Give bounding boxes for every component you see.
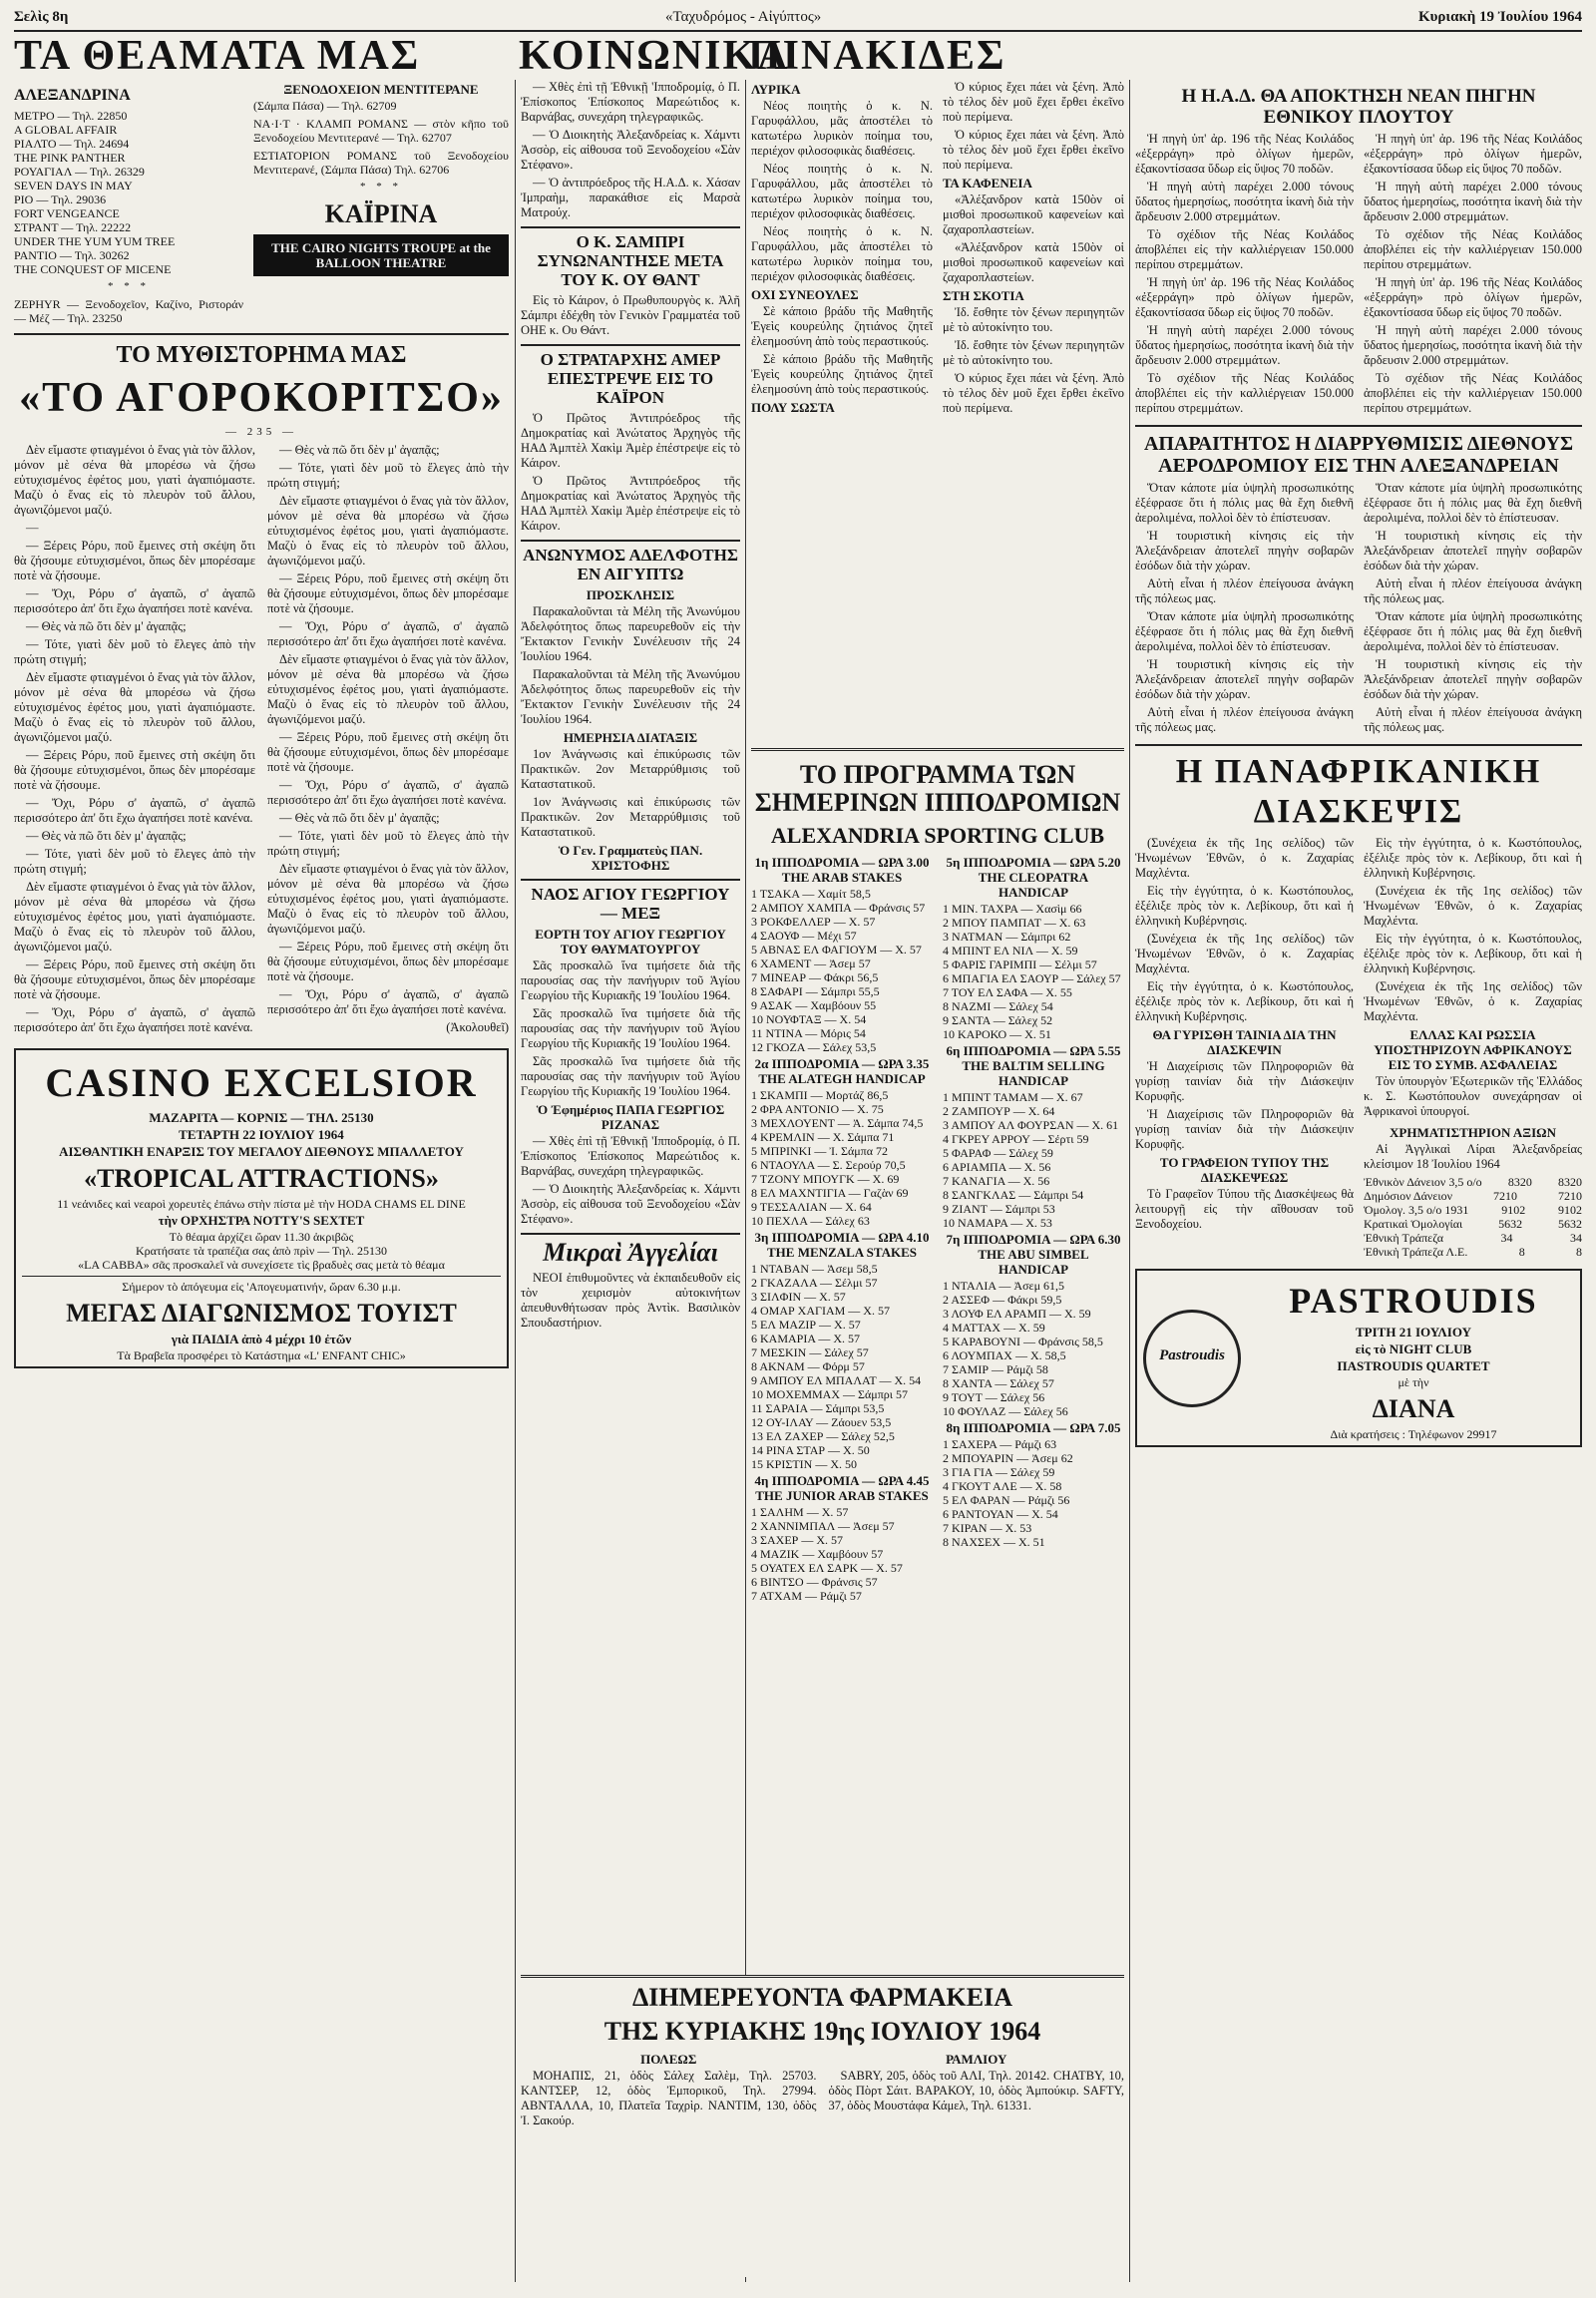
horse-entry: 8 ΕΛ ΜΑΧΝΤΙΓΙΑ — Γαζὰν 69 <box>751 1186 909 1200</box>
page-number: Σελὶς 8η <box>14 8 69 25</box>
horse-entry: 7 ΚΙΡΑΝ — Χ. 53 <box>943 1521 1032 1535</box>
casino-event: ΑΙΣΘΑΝΤΙΚΗ ΕΝΑΡΞΙΣ ΤΟΥ ΜΕΓΑΛΟΥ ΔΙΕΘΝΟΥΣ ΜΠΑΛΛΕΤΟΥ <box>59 1144 464 1159</box>
horse-entry: 3 ΜΕΧΛΟΥΕΝΤ — Ἀ. Σάμπα 74,5 <box>751 1116 924 1130</box>
horse-entry: 1 ΝΤΑΒΑΝ — Ἀσεμ 58,5 <box>751 1262 878 1276</box>
cinema-listings <box>14 80 509 325</box>
horse-entry: 8 ΧΑΝΤΑ — Σάλεχ 57 <box>943 1376 1054 1390</box>
stock-row: Ἐθνικὴ Τράπεζα Λ.Ε. 8 8 <box>1364 1245 1582 1259</box>
horse-entry: 5 ΦΑΡΙΣ ΓΑΡΙΜΠΙ — Σέλμι 57 <box>943 958 1097 971</box>
horse-entry: 3 ΓΙΑ ΓΙΑ — Σάλεχ 59 <box>943 1465 1055 1479</box>
horse-entry: 12 ΟΥ-ΙΛΑΥ — Ζάουεν 53,5 <box>751 1415 892 1429</box>
casino-contest: ΜΕΓΑΣ ΔΙΑΓΩΝΙΣΜΟΣ ΤΟΥΙΣΤ <box>66 1299 457 1328</box>
casino-lacabba: «LA CABBA» σᾶς προσκαλεῖ νὰ συνεχίσετε τὶς βραδυὲς σας μετὰ τὸ θέαμα <box>78 1258 445 1272</box>
horse-entry: 4 ΜΠΙΝΤ ΕΛ ΝΙΛ — Χ. 59 <box>943 944 1078 958</box>
night-club: ΝΑ·Ι·Τ · ΚΛΑΜΠ ΡΟΜΑΝΣ — στὸν κῆπο τοῦ Ξενοδοχείου Μεντιτερανέ — Τηλ. 62707 <box>253 117 509 145</box>
serial-name: «ΤΟ ΑΓΟΡΟΚΟΡΙΤΣΟ» <box>19 375 504 421</box>
horse-entry: 1 ΝΤΑΛΙΑ — Ἀσεμ 61,5 <box>943 1279 1065 1293</box>
horse-entry: 6 ΜΠΑΓΙΑ ΕΛ ΣΑΟΥΡ — Σάλεχ 57 <box>943 971 1121 985</box>
pharmacies-section: ΔΙΗΜΕΡΕΥΟΝΤΑ ΦΑΡΜΑΚΕΙΑ ΤΗΣ ΚΥΡΙΑΚΗΣ 19ης ΙΟΥΛΙΟΥ 1964 ΠΟΛΕΩΣ ΜΟΗΑΠΙΣ, 21, ὁδὸς Σάλεχ Σαλὲμ, Τηλ. 25703. ΚΑΝΤΣΕΡ, 12, ὁδὸς Ἐμπορικοῦ, Τηλ. 27994. ΑΒΝΤΑΛΛΑ, 10, Πλατεῖα Ταχρὶρ. ΝΑΝΤΙΜ, 130, ὁδὸς Ἰ. Σακούρ. ΡΑΜΛΙΟΥ SABRY, 205, ὁδὸς τοῦ ΑΛΙ, Τηλ. 20142. CHATBY, 10, ὁδὸς Πὸρτ Σάιτ. ΒΑΡΑΚΟΥ, 10, ὁδὸς Ἀμπούκιρ. SAFTY, 37, ὁδὸς Μουστάφα Κάμελ, Τηλ. 61331. <box>521 1975 1124 2277</box>
horse-entry: 8 ΝΑΧΣΕΧ — Χ. 51 <box>943 1535 1045 1549</box>
airport-headline: ΑΠΑΡΑΙΤΗΤΟΣ Η ΔΙΑΡΡΥΘΜΙΣΙΣ ΔΙΕΘΝΟΥΣ ΑΕΡΟΔΡΟΜΙΟΥ ΕΙΣ ΤΗΝ ΑΛΕΞΑΝΔΡΕΙΑΝ <box>1143 433 1574 477</box>
cinema-item: SEVEN DAYS IN MAY <box>14 179 133 192</box>
horse-entry: 10 ΠΕΧΛΑ — Σάλεχ 63 <box>751 1214 870 1228</box>
horse-entry: 6 ΒΙΝΤΣΟ — Φράνσις 57 <box>751 1575 878 1589</box>
cinema-item: A GLOBAL AFFAIR <box>14 123 118 137</box>
horse-entry: 4 ΜΑΤΤΑΧ — Χ. 59 <box>943 1321 1045 1335</box>
horse-entry: 9 ΑΜΠΟΥ ΕΛ ΜΠΑΛΑΤ — Χ. 54 <box>751 1373 922 1387</box>
horse-entry: 4 ΓΚΡΕΥ ΑΡΡΟΥ — Σέρτι 59 <box>943 1132 1089 1146</box>
horse-entry: 6 ΚΑΜΑΡΙΑ — Χ. 57 <box>751 1332 861 1345</box>
cinema-item: ΣΤΡΑΝΤ — Τηλ. 22222 <box>14 220 132 234</box>
koinonika-title: ΚΟΙΝΩΝΙΚΑ <box>519 33 790 79</box>
conference-headline: Η ΠΑΝΑΦΡΙΚΑΝΙΚΗ ΔΙΑΣΚΕΨΙΣ <box>1175 753 1542 830</box>
issue-date: Κυριακὴ 19 Ἰουλίου 1964 <box>1417 8 1582 25</box>
cinema-item: UNDER THE YUM YUM TREE <box>14 234 176 248</box>
horse-entry: 10 ΜΟΧΕΜΜΑΧ — Σάμπρι 57 <box>751 1387 908 1401</box>
casino-time: Τὸ θέαμα ἀρχίζει ὥραν 11.30 ἀκριβῶς <box>169 1230 354 1244</box>
horse-entry: 5 ΦΑΡΑΦ — Σάλεχ 59 <box>943 1146 1053 1160</box>
horse-entry: 1 ΣΑΛΗΜ — Χ. 57 <box>751 1505 849 1519</box>
horse-entry: 2 ΦΡΑ ΑΝΤΟΝΙΟ — Χ. 75 <box>751 1102 884 1116</box>
horse-entry: 9 ΑΣΑΚ — Χαμβόουν 55 <box>751 998 877 1012</box>
stocks-title: ΧΡΗΜΑΤΙΣΤΗΡΙΟΝ ΑΞΙΩΝ <box>1390 1125 1556 1140</box>
casino-kids: γιὰ ΠΑΙΔΙΑ ἀπὸ 4 μέχρι 10 ἐτῶν <box>171 1332 352 1346</box>
column-news: Η Η.Α.Δ. ΘΑ ΑΠΟΚΤΗΣΗ ΝΕΑΝ ΠΗΓΗΝ ΕΘΝΙΚΟΥ ΠΛΟΥΤΟΥ Ἡ πηγὴ ὑπ' ἀρ. 196 τῆς Νέας Κοιλάδος «ἐξερράγη» πρὸ ὀλίγων ἡμερῶν, ἐξακοντίσασα ὕδωρ εἰς ὕψος 70 ποδῶν. Ἡ πηγὴ αὐτὴ παρέχει 2.000 τόνους ὕδατος ἡμερησίως, ποσότητα ἱκανὴ διὰ τὴν ἄρδευσιν 2.000 στρεμμάτων. Τὸ σχέδιον τῆς Νέας Κοιλάδος ἀποβλέπει εἰς τὴν καλλιέργειαν 150.000 περίπου στρεμμάτων. Ἡ πηγὴ ὑπ' ἀρ. 196 τῆς Νέας Κοιλάδος «ἐξερράγη» πρὸ ὀλίγων ἡμερῶν, ἐξακοντίσασα ὕδωρ εἰς ὕψος 70 ποδῶν. Ἡ πηγὴ αὐτὴ παρέχει 2.000 τόνους ὕδατος ἡμερησίως, ποσότητα ἱκανὴ διὰ τὴν ἄρδευσιν 2.000 στρεμμάτων. Τὸ σχέδιον τῆς Νέας Κοιλάδος ἀποβλέπει εἰς τὴν καλλιέργειαν 150.000 περίπου στρεμμάτων. Ἡ πηγὴ ὑπ' ἀρ. 196 τῆς Νέας Κοιλάδος «ἐξερράγη» πρὸ ὀλίγων ἡμερῶν, ἐξακοντίσασα ὕδωρ εἰς ὕψος 70 ποδῶν. Ἡ πηγὴ αὐτὴ παρέχει 2.000 τόνους ὕδατος ἡμερησίως, ποσότητα ἱκανὴ διὰ τὴν ἄρδευσιν 2.000 στρεμμάτων. Τὸ σχέδιον τῆς Νέας Κοιλάδος ἀποβλέπει εἰς τὴν καλλιέργειαν 150.000 περίπου στρεμμάτων. Ἡ πηγὴ ὑπ' ἀρ. 196 τῆς Νέας Κοιλάδος «ἐξερράγη» πρὸ ὀλίγων ἡμερῶν, ἐξακοντίσασα ὕδωρ εἰς ὕψος 70 ποδῶν. Ἡ πηγὴ αὐτὴ παρέχει 2.000 τόνους ὕδατος ἡμερησίως, ποσότητα ἱκανὴ διὰ τὴν ἄρδευσιν 2.000 στρεμμάτων. Τὸ σχέδιον τῆς Νέας Κοιλάδος ἀποβλέπει εἰς τὴν καλλιέργειαν 150.000 περίπου στρεμμάτων. ΑΠΑΡΑΙΤΗΤΟΣ Η ΔΙΑΡΡΥΘΜΙΣΙΣ ΔΙΕΘΝΟΥΣ ΑΕΡΟΔΡΟΜΙΟΥ ΕΙΣ ΤΗΝ ΑΛΕΞΑΝΔΡΕΙΑΝ Ὅταν κάποτε μία ὑψηλὴ προσωπικότης ἐξέφρασε ὅτι ἡ πόλις μας θὰ ἔχη διεθνῆ ἀερολιμένα, πολλοὶ δὲν τὸ ἐπίστευσαν. Ἡ τουριστικὴ κίνησις εἰς τὴν Ἀλεξάνδρειαν ἀποτελεῖ πηγὴν σοβαρῶν ἐσόδων διὰ τὴν χώραν. Αὐτὴ εἶναι ἡ πλέον ἐπείγουσα ἀνάγκη τῆς πόλεως μας. Ὅταν κάποτε μία ὑψηλὴ προσωπικότης ἐξέφρασε ὅτι ἡ πόλις μας θὰ ἔχη διεθνῆ ἀερολιμένα, πολλοὶ δὲν τὸ ἐπίστευσαν. Ἡ τουριστικὴ κίνησις εἰς τὴν Ἀλεξάνδρειαν ἀποτελεῖ πηγὴν σοβαρῶν ἐσόδων διὰ τὴν χώραν. Αὐτὴ εἶναι ἡ πλέον ἐπείγουσα ἀνάγκη τῆς πόλεως μας. Ὅταν κάποτε μία ὑψηλὴ προσωπικότης ἐξέφρασε ὅτι ἡ πόλις μας θὰ ἔχη διεθνῆ ἀερολιμένα, πολλοὶ δὲν τὸ ἐπίστευσαν. Ἡ τουριστικὴ κίνησις εἰς τὴν Ἀλεξάνδρειαν ἀποτελεῖ πηγὴν σοβαρῶν ἐσόδων διὰ τὴν χώραν. Αὐτὴ εἶναι ἡ πλέον ἐπείγουσα ἀνάγκη τῆς πόλεως μας. Ὅταν κάποτε μία ὑψηλὴ προσωπικότης ἐξέφρασε ὅτι ἡ πόλις μας θὰ ἔχη διεθνῆ ἀερολιμένα, πολλοὶ δὲν τὸ ἐπίστευσαν. Ἡ τουριστικὴ κίνησις εἰς τὴν Ἀλεξάνδρειαν ἀποτελεῖ πηγὴν σοβαρῶν ἐσόδων διὰ τὴν χώραν. Αὐτὴ εἶναι ἡ πλέον ἐπείγουσα ἀνάγκη τῆς πόλεως μας. Η ΠΑΝΑΦΡΙΚΑΝΙΚΗ ΔΙΑΣΚΕΨΙΣ (Συνέχεια ἐκ τῆς 1ης σελίδος) τῶν Ἡνωμένων Ἐθνῶν, ὁ κ. Ζαχαρίας Μαχλέντα. Εἰς τὴν ἐγγύτητα, ὁ κ. Κωστόπουλος, ἐξέλιξε πρὸς τὸν κ. Λεβίκουρ, ὅτι καὶ ἡ ἑλληνικὴ Κυβέρνησις. (Συνέχεια ἐκ τῆς 1ης σελίδος) τῶν Ἡνωμένων Ἐθνῶν, ὁ κ. Ζαχαρίας Μαχλέντα. Εἰς τὴν ἐγγύτητα, ὁ κ. Κωστόπουλος, ἐξέλιξε πρὸς τὸν κ. Λεβίκουρ, ὅτι καὶ ἡ ἑλληνικὴ Κυβέρνησις. ΘΑ ΓΥΡΙΣΘΗ ΤΑΙΝΙΑ ΔΙΑ ΤΗΝ ΔΙΑΣΚΕΨΙΝ Ἡ Διαχείρισις τῶν Πληροφοριῶν θὰ γυρίσῃ ταινίαν διὰ τὴν Διάσκεψιν Κορυφῆς. Ἡ Διαχείρισις τῶν Πληροφοριῶν θὰ γυρίσῃ ταινίαν διὰ τὴν Διάσκεψιν Κορυφῆς. ΤΟ ΓΡΑΦΕΙΟΝ ΤΥΠΟΥ ΤΗΣ ΔΙΑΣΚΕΨΕΩΣ Τὸ Γραφεῖον Τύπου τῆς Διασκέψεως θὰ λειτουργῇ εἰς τὴν αἴθουσαν τοῦ Ξενοδοχείου. Εἰς τὴν ἐγγύτητα, ὁ κ. Κωστόπουλος, ἐξέλιξε πρὸς τὸν κ. Λεβίκουρ, ὅτι καὶ ἡ ἑλληνικὴ Κυβέρνησις. (Συνέχεια ἐκ τῆς 1ης σελίδος) τῶν Ἡνωμένων Ἐθνῶν, ὁ κ. Ζαχαρίας Μαχλέντα. Εἰς τὴν ἐγγύτητα, ὁ κ. Κωστόπουλος, ἐξέλιξε πρὸς τὸν κ. Λεβίκουρ, ὅτι καὶ ἡ ἑλληνικὴ Κυβέρνησις. (Συνέχεια ἐκ τῆς 1ης σελίδος) τῶν Ἡνωμένων Ἐθνῶν, ὁ κ. Ζαχαρίας Μαχλέντα. ΕΛΛΑΣ ΚΑΙ ΡΩΣΣΙΑ ΥΠΟΣΤΗΡΙΖΟΥΝ ΑΦΡΙΚΑΝΟΥΣ ΕΙΣ ΤΟ ΣΥΜΒ. ΑΣΦΑΛΕΙΑΣ Τὸν ὑπουργὸν Ἐξωτερικῶν τῆς Ἑλλάδος κ. Σ. Κωστόπουλον συνεχάρησαν οἱ Ἀφρικανοὶ ὑπουργοί. ΧΡΗΜΑΤΙΣΤΗΡΙΟΝ ΑΞΙΩΝ Αἱ Ἀγγλικαὶ Λίραι Ἀλεξανδρείας κλείσιμον 18 Ἰουλίου 1964 Ἐθνικὸν Δάνειον 3,5 ο/ο 8320 8320 Δημόσιον Δάνειον 7210 7210 Ὁμολογ. 3,5 ο/ο 1931 9102 9102 Κρατικαὶ Ὁμολογίαι 5632 5632 Ἐθνικὴ Τράπεζα 34 34 Ἐθνικὴ Τράπεζα Λ.Ε. 8 8 Pastroudis PASTROUDIS ΤΡΙΤΗ 21 ΙΟΥΛΙΟΥ εἰς τὸ NIGHT CLUB ΠΑSTROUDIS QUARTET μὲ τὴν ΔΙΑΝΑ Διὰ κρατήσεις : Τηλέφωνον 29917 <box>1135 80 1582 2274</box>
horse-entry: 10 ΦΟΥΛΑΖ — Σάλεχ 56 <box>943 1404 1068 1418</box>
column-rule <box>515 80 516 2282</box>
club-name: ALEXANDRIA SPORTING CLUB <box>770 823 1105 848</box>
cinema-item: ΡΙΑΛΤΟ — Τηλ. 24694 <box>14 137 130 151</box>
horse-entry: 7 ΑΤΧΑΜ — Ράμζι 57 <box>751 1589 862 1603</box>
horse-entry: 7 ΜΕΣΚΙΝ — Σάλεχ 57 <box>751 1345 869 1359</box>
horse-entry: 5 ΑΒΝΑΣ ΕΛ ΦΑΓΙΟΥΜ — Χ. 57 <box>751 943 922 957</box>
horse-entry: 2 ΧΑΝΝΙΜΠΑΛ — Ἀσεμ 57 <box>751 1519 895 1533</box>
pastroudis-name: PASTROUDIS <box>1289 1281 1538 1321</box>
horse-entry: 8 ΝΑΖΜΙ — Σάλεχ 54 <box>943 999 1053 1013</box>
horse-entry: 6 ΛΟΥΜΠΑΧ — Χ. 58,5 <box>943 1348 1066 1362</box>
hotel-listings: ΞΕΝΟΔΟΧΕΙΟΝ ΜΕΝΤΙΤΕΡΑΝΕ (Σάμπα Πάσα) — Τηλ. 62709 ΝΑ·Ι·Τ · ΚΛΑΜΠ ΡΟΜΑΝΣ — στὸν κῆπο τοῦ Ξενοδοχείου Μεντιτερανέ — Τηλ. 62707 ΕΣΤΙΑΤΟΡΙΟΝ ΡΟΜΑΝΣ τοῦ Ξενοδοχείου Μεντιτερανέ, (Σάμπα Πάσα) Τηλ. 62706 * * * ΚΑΪΡΙΝΑ THE CAIRO NIGHTS TROUPE at the BALLOON THEATRE <box>253 80 509 325</box>
horse-entry: 7 ΜΙΝΕΑΡ — Φάκρι 56,5 <box>751 970 879 984</box>
racing-title: ΤΟ ΠΡΟΓΡΑΜΜΑ ΤΩΝ ΣΗΜΕΡΙΝΩΝ ΙΠΠΟΔΡΟΜΙΩΝ <box>754 760 1121 817</box>
column-pinakides <box>751 80 1124 2274</box>
horse-entry: 4 ΟΜΑΡ ΧΑΓΙΑΜ — Χ. 57 <box>751 1304 890 1318</box>
horse-entry: 4 ΓΚΟΥΤ ΑΛΕ — Χ. 58 <box>943 1479 1062 1493</box>
casino-today: Σήμερον τὸ ἀπόγευμα εἰς 'Απογευματινήν, ὥραν 6.30 μ.μ. <box>22 1276 501 1294</box>
cinema-item: THE CONQUEST OF MICENE <box>14 262 172 276</box>
horse-entry: 9 ΤΕΣΣΑΛΙΑΝ — Χ. 64 <box>751 1200 872 1214</box>
horse-entry: 13 ΕΛ ΖΑΧΕΡ — Σάλεχ 52,5 <box>751 1429 895 1443</box>
column-entertainment <box>14 80 509 2274</box>
horse-entry: 5 ΚΑΡΑΒΟΥΝΙ — Φράνσις 58,5 <box>943 1335 1103 1348</box>
page-header <box>14 4 1582 32</box>
horse-entry: 3 ΛΟΥΦ ΕΛ ΑΡΑΜΠ — Χ. 59 <box>943 1307 1091 1321</box>
new-valley-headline: Η Η.Α.Δ. ΘΑ ΑΠΟΚΤΗΣΗ ΝΕΑΝ ΠΗΓΗΝ ΕΘΝΙΚΟΥ ΠΛΟΥΤΟΥ <box>1181 86 1536 128</box>
horse-entry: 2 ΜΠΟΥΑΡΙΝ — Ἀσεμ 62 <box>943 1451 1073 1465</box>
horse-entry: 2 ΑΣΣΕΦ — Φάκρι 59,5 <box>943 1293 1062 1307</box>
horse-entry: 10 ΝΟΥΦΤΑΞ — Χ. 54 <box>751 1012 867 1026</box>
racing-section <box>751 748 1124 1603</box>
horse-entry: 11 ΣΑΡΑΙΑ — Σάμπρι 53,5 <box>751 1401 885 1415</box>
casino-reserve: Κρατήσατε τὰ τραπέζια σας ἀπὸ πρὶν — Τηλ. 25130 <box>135 1244 388 1258</box>
serial-signature: (Ἀκολουθεῖ) <box>446 1020 509 1034</box>
cinema-item: ΡΟΥΑΓΙΑΛ — Τηλ. 26329 <box>14 165 145 179</box>
horse-entry: 7 ΚΑΝΑΓΙΑ — Χ. 56 <box>943 1174 1050 1188</box>
horse-entry: 14 ΡΙΝΑ ΣΤΑΡ — Χ. 50 <box>751 1443 870 1457</box>
horse-entry: 1 ΜΙΝ. ΤΑΧΡΑ — Χασὶμ 66 <box>943 902 1082 916</box>
horse-entry: 2 ΓΚΑΖΑΛΑ — Σέλμι 57 <box>751 1276 878 1290</box>
amer-headline: Ο ΣΤΡΑΤΑΡΧΗΣ ΑΜΕΡ ΕΠΕΣΤΡΕΨΕ ΕΙΣ ΤΟ ΚΑΪΡΟΝ <box>521 344 740 407</box>
pinakides-title: ΠΙΝΑΚΙΔΕΣ <box>748 33 1006 79</box>
horse-entry: 11 ΝΤΙΝΑ — Μόρις 54 <box>751 1026 866 1040</box>
horse-entry: 3 ΝΑΤΜΑΝ — Σάμπρι 62 <box>943 930 1071 944</box>
column-social: — Χθὲς ἐπὶ τῇ Ἐθνικῇ 'Ιπποδρομίᾳ, ὁ Π. Ἐπίσκοπος Ἐπίσκοπος Μαρεώτιδος κ. Βαρνάβας, συνεχάρη τηλεγραφικῶς. — Ὁ Διοικητὴς Ἀλεξανδρείας κ. Χάμντι Ἀσσὸρ, εἰς αἰθουσα τοῦ Ξενοδοχείου «Σὰν Στέφανο». — Ὁ ἀντιπρόεδρος τῆς Η.Α.Δ. κ. Χάσαν Ἰμπραὴμ, παρακάθισε εἰς Μαρσὰ Ματρούχ. Ο Κ. ΣΑΜΠΡΙ ΣΥΝΩΝΑΝΤΗΣΕ ΜΕΤΑ ΤΟΥ Κ. ΟΥ ΘΑΝΤ Εἰς τὸ Κάιρον, ὁ Πρωθυπουργὸς κ. Ἀλῆ Σάμπρι ἐδέχθη τὸν Γενικὸν Γραμματέα τοῦ ΟΗΕ κ. Ου Θάντ. Ο ΣΤΡΑΤΑΡΧΗΣ ΑΜΕΡ ΕΠΕΣΤΡΕΨΕ ΕΙΣ ΤΟ ΚΑΪΡΟΝ Ὁ Πρῶτος Ἀντιπρόεδρος τῆς Δημοκρατίας καὶ Ἀνώτατος Ἀρχηγὸς τῆς ΗΑΔ Ἀμπτὲλ Χακὶμ Ἀμὲρ ἐπέστρεψε εἰς τὸ Κάιρον. Ὁ Πρῶτος Ἀντιπρόεδρος τῆς Δημοκρατίας καὶ Ἀνώτατος Ἀρχηγὸς τῆς ΗΑΔ Ἀμπτὲλ Χακὶμ Ἀμὲρ ἐπέστρεψε εἰς τὸ Κάιρον. ΑΝΩΝΥΜΟΣ ΑΔΕΛΦΟΤΗΣ ΕΝ ΑΙΓΥΠΤΩ ΠΡΟΣΚΛΗΣΙΣ Παρακαλοῦνται τὰ Μέλη τῆς Ἀνωνύμου Ἀδελφότητος ὅπως παρευρεθοῦν εἰς τὴν Ἔκτακτον Γενικὴν Συνέλευσιν τῆς 24 Ἰουλίου 1964. Παρακαλοῦνται τὰ Μέλη τῆς Ἀνωνύμου Ἀδελφότητος ὅπως παρευρεθοῦν εἰς τὴν Ἔκτακτον Γενικὴν Συνέλευσιν τῆς 24 Ἰουλίου 1964. ΗΜΕΡΗΣΙΑ ΔΙΑΤΑΞΙΣ 1ον Ἀνάγνωσις καὶ ἐπικύρωσις τῶν Πρακτικῶν. 2ον Μεταρρύθμισις τοῦ Καταστατικοῦ. 1ον Ἀνάγνωσις καὶ ἐπικύρωσις τῶν Πρακτικῶν. 2ον Μεταρρύθμισις τοῦ Καταστατικοῦ. Ὁ Γεν. Γραμματεὺς ΠΑΝ. ΧΡΙΣΤΟΦΗΣ ΝΑΟΣ ΑΓΙΟΥ ΓΕΩΡΓΙΟΥ — ΜΕΞ ΕΟΡΤΗ ΤΟΥ ΑΓΙΟΥ ΓΕΩΡΓΙΟΥ ΤΟΥ ΘΑΥΜΑΤΟΥΡΓΟΥ Σᾶς προσκαλῶ ἵνα τιμήσετε διὰ τῆς παρουσίας σας τὴν πανήγυριν τοῦ Ἁγίου Γεωργίου τῆς Κυριακῆς 19 Ἰουλίου 1964. Σᾶς προσκαλῶ ἵνα τιμήσετε διὰ τῆς παρουσίας σας τὴν πανήγυριν τοῦ Ἁγίου Γεωργίου τῆς Κυριακῆς 19 Ἰουλίου 1964. Σᾶς προσκαλῶ ἵνα τιμήσετε διὰ τῆς παρουσίας σας τὴν πανήγυριν τοῦ Ἁγίου Γεωργίου τῆς Κυριακῆς 19 Ἰουλίου 1964. Ὁ Ἐφημέριος ΠΑΠΑ ΓΕΩΡΓΙΟΣ ΡΙΖΑΝΑΣ — Χθὲς ἐπὶ τῇ Ἐθνικῇ 'Ιπποδρομίᾳ, ὁ Π. Ἐπίσκοπος Ἐπίσκοπος Μαρεώτιδος κ. Βαρνάβας, συνεχάρη τηλεγραφικῶς. — Ὁ Διοικητὴς Ἀλεξανδρείας κ. Χάμντι Ἀσσὸρ, εἰς αἰθουσα τοῦ Ξενοδοχείου «Σὰν Στέφανο». Μικραὶ Ἀγγελίαι ΝΕΟΙ ἐπιθυμοῦντες νὰ ἐκπαιδευθοῦν εἰς τὸν χειρισμὸν αὐτοκινήτων ἀπευθυνθήτωσαν πρὸς Ἀντὶκ. Βασιλικὸν Σπουδαστήριον. <box>521 80 740 1330</box>
horse-entry: 6 ΧΑΜΕΝΤ — Ἀσεμ 57 <box>751 957 871 970</box>
stocks-table <box>1364 1175 1582 1259</box>
horse-entry: 10 ΝΑΜΑΡΑ — Χ. 53 <box>943 1216 1052 1230</box>
horse-entry: 4 ΣΑΟΥΦ — Μέχι 57 <box>751 929 857 943</box>
serial-section <box>14 333 509 1038</box>
casino-orchestra: τὴν ΟΡΧΗΣΤΡΑ NOTTY'S SEXTET <box>158 1213 365 1228</box>
sabri-headline: Ο Κ. ΣΑΜΠΡΙ ΣΥΝΩΝΑΝΤΗΣΕ ΜΕΤΑ ΤΟΥ Κ. ΟΥ ΘΑΝΤ <box>521 226 740 289</box>
horse-entry: 7 ΤΟΥ ΕΛ ΣΑΦΑ — Χ. 55 <box>943 985 1072 999</box>
horse-entry: 4 ΜΑΖΙΚ — Χαμβόουν 57 <box>751 1547 884 1561</box>
casino-award: Τὰ Βραβεῖα προσφέρει τὸ Κατάστημα «L' ENFANT CHIC» <box>117 1348 406 1362</box>
horse-entry: 3 ΡΟΚΦΕΛΛΕΡ — Χ. 57 <box>751 915 876 929</box>
airport-section: ΑΠΑΡΑΙΤΗΤΟΣ Η ΔΙΑΡΡΥΘΜΙΣΙΣ ΔΙΕΘΝΟΥΣ ΑΕΡΟΔΡΟΜΙΟΥ ΕΙΣ ΤΗΝ ΑΛΕΞΑΝΔΡΕΙΑΝ Ὅταν κάποτε μία ὑψηλὴ προσωπικότης ἐξέφρασε ὅτι ἡ πόλις μας θὰ ἔχη διεθνῆ ἀερολιμένα, πολλοὶ δὲν τὸ ἐπίστευσαν. Ἡ τουριστικὴ κίνησις εἰς τὴν Ἀλεξάνδρειαν ἀποτελεῖ πηγὴν σοβαρῶν ἐσόδων διὰ τὴν χώραν. Αὐτὴ εἶναι ἡ πλέον ἐπείγουσα ἀνάγκη τῆς πόλεως μας. Ὅταν κάποτε μία ὑψηλὴ προσωπικότης ἐξέφρασε ὅτι ἡ πόλις μας θὰ ἔχη διεθνῆ ἀερολιμένα, πολλοὶ δὲν τὸ ἐπίστευσαν. Ἡ τουριστικὴ κίνησις εἰς τὴν Ἀλεξάνδρειαν ἀποτελεῖ πηγὴν σοβαρῶν ἐσόδων διὰ τὴν χώραν. Αὐτὴ εἶναι ἡ πλέον ἐπείγουσα ἀνάγκη τῆς πόλεως μας. Ὅταν κάποτε μία ὑψηλὴ προσωπικότης ἐξέφρασε ὅτι ἡ πόλις μας θὰ ἔχη διεθνῆ ἀερολιμένα, πολλοὶ δὲν τὸ ἐπίστευσαν. Ἡ τουριστικὴ κίνησις εἰς τὴν Ἀλεξάνδρειαν ἀποτελεῖ πηγὴν σοβαρῶν ἐσόδων διὰ τὴν χώραν. Αὐτὴ εἶναι ἡ πλέον ἐπείγουσα ἀνάγκη τῆς πόλεως μας. Ὅταν κάποτε μία ὑψηλὴ προσωπικότης ἐξέφρασε ὅτι ἡ πόλις μας θὰ ἔχη διεθνῆ ἀερολιμένα, πολλοὶ δὲν τὸ ἐπίστευσαν. Ἡ τουριστικὴ κίνησις εἰς τὴν Ἀλεξάνδρειαν ἀποτελεῖ πηγὴν σοβαρῶν ἐσόδων διὰ τὴν χώραν. Αὐτὴ εἶναι ἡ πλέον ἐπείγουσα ἀνάγκη τῆς πόλεως μας. <box>1135 425 1582 738</box>
horse-entry: 7 ΤΖΟΝΥ ΜΠΟΥΓΚ — Χ. 69 <box>751 1172 900 1186</box>
pharmacies-title: ΔΙΗΜΕΡΕΥΟΝΤΑ ΦΑΡΜΑΚΕΙΑ <box>632 1983 1012 2012</box>
serial-body: Δὲν εἴμαστε φτιαγμένοι ὁ ἕνας γιὰ τὸν ἄλλον, μόνον μὲ σένα θὰ μπορέσω νὰ ζήσω εὐτυχισμένος ἐφέτος μου, γιατὶ ἀγαπιόμαστε. Μαζὺ ὁ ἕνας εἰς τὸ πλευρὸν τοῦ ἄλλου, ἀγωνιζόμενοι μαζύ. — — Ξέρεις Ρόρυ, ποῦ ἔμεινες στὴ σκέψη ὅτι θὰ ζήσουμε εὐτυχισμένοι, ὅπως δὲν μπορέσαμε ποτὲ νὰ ζήσουμε. — Ὄχι, Ρόρυ σ' ἀγαπῶ, σ' ἀγαπῶ περισσότερο ἀπ' ὅτι ἔχω ἀγαπήσει ποτὲ κανένα. — Θὲς νὰ πῶ ὅτι δὲν μ' ἀγαπᾷς; — Τότε, γιατὶ δὲν μοῦ τὸ ἔλεγες ἀπὸ τὴν πρώτη στιγμή; Δὲν εἴμαστε φτιαγμένοι ὁ ἕνας γιὰ τὸν ἄλλον, μόνον μὲ σένα θὰ μπορέσω νὰ ζήσω εὐτυχισμένος ἐφέτος μου, γιατὶ ἀγαπιόμαστε. Μαζὺ ὁ ἕνας εἰς τὸ πλευρὸν τοῦ ἄλλου, ἀγωνιζόμενοι μαζύ. — Ξέρεις Ρόρυ, ποῦ ἔμεινες στὴ σκέψη ὅτι θὰ ζήσουμε εὐτυχισμένοι, ὅπως δὲν μπορέσαμε ποτὲ νὰ ζήσουμε. — Ὄχι, Ρόρυ σ' ἀγαπῶ, σ' ἀγαπῶ περισσότερο ἀπ' ὅτι ἔχω ἀγαπήσει ποτὲ κανένα. — Θὲς νὰ πῶ ὅτι δὲν μ' ἀγαπᾷς; — Τότε, γιατὶ δὲν μοῦ τὸ ἔλεγες ἀπὸ τὴν πρώτη στιγμή; Δὲν εἴμαστε φτιαγμένοι ὁ ἕνας γιὰ τὸν ἄλλον, μόνον μὲ σένα θὰ μπορέσω νὰ ζήσω εὐτυχισμένος ἐφέτος μου, γιατὶ ἀγαπιόμαστε. Μαζὺ ὁ ἕνας εἰς τὸ πλευρὸν τοῦ ἄλλου, ἀγωνιζόμενοι μαζύ. — Ξέρεις Ρόρυ, ποῦ ἔμεινες στὴ σκέψη ὅτι θὰ ζήσουμε εὐτυχισμένοι, ὅπως δὲν μπορέσαμε ποτὲ νὰ ζήσουμε. — Ὄχι, Ρόρυ σ' ἀγαπῶ, σ' ἀγαπῶ περισσότερο ἀπ' ὅτι ἔχω ἀγαπήσει ποτὲ κανένα. — Θὲς νὰ πῶ ὅτι δὲν μ' ἀγαπᾷς; — Τότε, γιατὶ δὲν μοῦ τὸ ἔλεγες ἀπὸ τὴν πρώτη στιγμή; Δὲν εἴμαστε φτιαγμένοι ὁ ἕνας γιὰ τὸν ἄλλον, μόνον μὲ σένα θὰ μπορέσω νὰ ζήσω εὐτυχισμένος ἐφέτος μου, γιατὶ ἀγαπιόμαστε. Μαζὺ ὁ ἕνας εἰς τὸ πλευρὸν τοῦ ἄλλου, ἀγωνιζόμενοι μαζύ. — Ξέρεις Ρόρυ, ποῦ ἔμεινες στὴ σκέψη ὅτι θὰ ζήσουμε εὐτυχισμένοι, ὅπως δὲν μπορέσαμε ποτὲ νὰ ζήσουμε. — Ὄχι, Ρόρυ σ' ἀγαπῶ, σ' ἀγαπῶ περισσότερο ἀπ' ὅτι ἔχω ἀγαπήσει ποτὲ κανένα. Δὲν εἴμαστε φτιαγμένοι ὁ ἕνας γιὰ τὸν ἄλλον, μόνον μὲ σένα θὰ μπορέσω νὰ ζήσω εὐτυχισμένος ἐφέτος μου, γιατὶ ἀγαπιόμαστε. Μαζὺ ὁ ἕνας εἰς τὸ πλευρὸν τοῦ ἄλλου, ἀγωνιζόμενοι μαζύ. — Ξέρεις Ρόρυ, ποῦ ἔμεινες στὴ σκέψη ὅτι θὰ ζήσουμε εὐτυχισμένοι, ὅπως δὲν μπορέσαμε ποτὲ νὰ ζήσουμε. — Ὄχι, Ρόρυ σ' ἀγαπῶ, σ' ἀγαπῶ περισσότερο ἀπ' ὅτι ἔχω ἀγαπήσει ποτὲ κανένα. — Θὲς νὰ πῶ ὅτι δὲν μ' ἀγαπᾷς; — Τότε, γιατὶ δὲν μοῦ τὸ ἔλεγες ἀπὸ τὴν πρώτη στιγμή; Δὲν εἴμαστε φτιαγμένοι ὁ ἕνας γιὰ τὸν ἄλλον, μόνον μὲ σένα θὰ μπορέσω νὰ ζήσω εὐτυχισμένος ἐφέτος μου, γιατὶ ἀγαπιόμαστε. Μαζὺ ὁ ἕνας εἰς τὸ πλευρὸν τοῦ ἄλλου, ἀγωνιζόμενοι μαζύ. — Ξέρεις Ρόρυ, ποῦ ἔμεινες στὴ σκέψη ὅτι θὰ ζήσουμε εὐτυχισμένοι, ὅπως δὲν μπορέσαμε ποτὲ νὰ ζήσουμε. — Ὄχι, Ρόρυ σ' ἀγαπῶ, σ' ἀγαπῶ περισσότερο ἀπ' ὅτι ἔχω ἀγαπήσει ποτὲ κανένα. (Ἀκολουθεῖ) <box>14 443 509 1034</box>
horse-entry: 2 ΑΜΠΟΥ ΧΑΜΠΑ — Φράνσις 57 <box>751 901 926 915</box>
paper-name: «Ταχυδρόμος - Αἰγύπτος» <box>665 8 822 25</box>
hotel-name: ΞΕΝΟΔΟΧΕΙΟΝ ΜΕΝΤΙΤΕΡΑΝΕ <box>283 82 479 97</box>
column-rule <box>1129 80 1130 2282</box>
serial-number: — 235 — <box>225 426 297 438</box>
stock-row: Ὁμολογ. 3,5 ο/ο 1931 9102 9102 <box>1364 1203 1582 1217</box>
cinema-item: ΡΙΟ — Τηλ. 29036 <box>14 192 107 206</box>
horse-entry: 6 ΝΤΑΟΥΛΑ — Σ. Σερούρ 70,5 <box>751 1158 906 1172</box>
cinema-item: ZEPHYR — Ξενοδοχεῖον, Καζίνο, Ριστοράν — Μέζ — Τηλ. 23250 <box>14 297 243 325</box>
horse-entry: 8 ΑΚΝΑΜ — Φόρμ 57 <box>751 1359 865 1373</box>
horse-entry: 4 ΚΡΕΜΛΙΝ — Χ. Σάμπα 71 <box>751 1130 895 1144</box>
horse-entry: 5 ΕΛ ΦΑΡΑΝ — Ράμζι 56 <box>943 1493 1070 1507</box>
horse-entry: 15 ΚΡΙΣΤΙΝ — Χ. 50 <box>751 1457 857 1471</box>
horse-entry: 3 ΣΙΛΦΙΝ — Χ. 57 <box>751 1290 846 1304</box>
race-column-right: 5η ΙΠΠΟΔΡΟΜΙΑ — ΩΡΑ 5.20 THE CLEOPATRA HANDICAP 1 ΜΙΝ. ΤΑΧΡΑ — Χασὶμ 66 2 ΜΠΟΥ ΠΑΜΠΑΤ — Χ. 63 3 ΝΑΤΜΑΝ — Σάμπρι 62 4 ΜΠΙΝΤ ΕΛ ΝΙΛ — Χ. 59 5 ΦΑΡΙΣ ΓΑΡΙΜΠΙ — Σέλμι 57 6 ΜΠΑΓΙΑ ΕΛ ΣΑΟΥΡ — Σάλεχ 57 7 ΤΟΥ ΕΛ ΣΑΦΑ — Χ. 55 8 ΝΑΖΜΙ — Σάλεχ 54 9 ΣΑΝΤΑ — Σάλεχ 52 10 ΚΑΡΟΚΟ — Χ. 51 6η ΙΠΠΟΔΡΟΜΙΑ — ΩΡΑ 5.55 THE BALTIM SELLING HANDICAP 1 ΜΠΙΝΤ ΤΑΜΑΜ — Χ. 67 2 ΖΑΜΠΟΥΡ — Χ. 64 3 ΑΜΠΟΥ ΑΛ ΦΟΥΡΣΑΝ — Χ. 61 4 ΓΚΡΕΥ ΑΡΡΟΥ — Σέρτι 59 5 ΦΑΡΑΦ — Σάλεχ 59 6 ΑΡΙΑΜΠΑ — Χ. 56 7 ΚΑΝΑΓΙΑ — Χ. 56 8 ΣΑΝΓΚΛΑΣ — Σάμπρι 54 9 ΖΙΑΝΤ — Σάμπρι 53 10 ΝΑΜΑΡΑ — Χ. 53 7η ΙΠΠΟΔΡΟΜΙΑ — ΩΡΑ 6.30 THE ABU SIMBEL HANDICAP 1 ΝΤΑΛΙΑ — Ἀσεμ 61,5 2 ΑΣΣΕΦ — Φάκρι 59,5 3 ΛΟΥΦ ΕΛ ΑΡΑΜΠ — Χ. 59 4 ΜΑΤΤΑΧ — Χ. 59 5 ΚΑΡΑΒΟΥΝΙ — Φράνσις 58,5 6 ΛΟΥΜΠΑΧ — Χ. 58,5 7 ΣΑΜΙΡ — Ράμζι 58 8 ΧΑΝΤΑ — Σάλεχ 57 9 ΤΟΥΤ — Σάλεχ 56 10 ΦΟΥΛΑΖ — Σάλεχ 56 8η ΙΠΠΟΔΡΟΜΙΑ — ΩΡΑ 7.05 1 ΣΑΧΕΡΑ — Ράμζι 63 2 ΜΠΟΥΑΡΙΝ — Ἀσεμ 62 3 ΓΙΑ ΓΙΑ — Σάλεχ 59 4 ΓΚΟΥΤ ΑΛΕ — Χ. 58 5 ΕΛ ΦΑΡΑΝ — Ράμζι 56 6 ΡΑΝΤΟΥΑΝ — Χ. 54 7 ΚΙΡΑΝ — Χ. 53 8 ΝΑΧΣΕΧ — Χ. 51 <box>943 853 1124 1603</box>
classified-ads-title: Μικραὶ Ἀγγελίαι <box>521 1233 740 1267</box>
horse-entry: 2 ΖΑΜΠΟΥΡ — Χ. 64 <box>943 1104 1055 1118</box>
stock-row: Δημόσιον Δάνειον 7210 7210 <box>1364 1189 1582 1203</box>
casino-name: CASINO EXCELSIOR <box>45 1060 478 1105</box>
horse-entry: 2 ΜΠΟΥ ΠΑΜΠΑΤ — Χ. 63 <box>943 916 1086 930</box>
horse-entry: 3 ΣΑΧΕΡ — Χ. 57 <box>751 1533 843 1547</box>
kairina-title: ΚΑΪΡΙΝΑ <box>324 199 438 228</box>
restaurant: ΕΣΤΙΑΤΟΡΙΟΝ ΡΟΜΑΝΣ τοῦ Ξενοδοχείου Μεντιτερανέ, (Σάμπα Πάσα) Τηλ. 62706 <box>253 149 509 177</box>
stock-row: Ἐθνικὴ Τράπεζα 34 34 <box>1364 1231 1582 1245</box>
casino-show: «TROPICAL ATTRACTIONS» <box>84 1164 439 1193</box>
cinema-item: ΡΑΝΤΙΟ — Τηλ. 30262 <box>14 248 130 262</box>
cinema-item: FORT VENGEANCE <box>14 206 120 220</box>
horse-entry: 5 ΟΥΑΤΕΧ ΕΛ ΣΑΡΚ — Χ. 57 <box>751 1561 903 1575</box>
column-rule <box>745 80 746 2282</box>
stock-row: Ἐθνικὸν Δάνειον 3,5 ο/ο 8320 8320 <box>1364 1175 1582 1189</box>
casino-address: ΜΑΖΑΡΙΤΑ — ΚΟΡΝΙΣ — ΤΗΛ. 25130 <box>149 1110 374 1125</box>
priest-signature: Ὁ Ἐφημέριος ΠΑΠΑ ΓΕΩΡΓΙΟΣ ΡΙΖΑΝΑΣ <box>536 1102 725 1132</box>
alexandria-cinemas: ΑΛΕΞΑΝΔΡΙΝΑ ΜΕΤΡΟ — Τηλ. 22850 A GLOBAL AFFAIR ΡΙΑΛΤΟ — Τηλ. 24694 THE PINK PANTHER ΡΟΥΑΓΙΑΛ — Τηλ. 26329 SEVEN DAYS IN MAY ΡΙΟ — Τηλ. 29036 FORT VENGEANCE ΣΤΡΑΝΤ — Τηλ. 22222 UNDER THE YUM YUM TREE ΡΑΝΤΙΟ — Τηλ. 30262 THE CONQUEST OF MICENE * * * ZEPHYR — Ξενοδοχεῖον, Καζίνο, Ριστοράν — Μέζ — Τηλ. 23250 <box>14 87 243 325</box>
stock-row: Κρατικαὶ Ὁμολογίαι 5632 5632 <box>1364 1217 1582 1231</box>
cinema-item: THE PINK PANTHER <box>14 151 126 165</box>
hotel-tel: (Σάμπα Πάσα) — Τηλ. 62709 <box>253 99 397 113</box>
cinema-city: ΑΛΕΞΑΝΔΡΙΝΑ <box>14 87 131 104</box>
horse-entry: 5 ΜΠΡΙΝΚΙ — Ἰ. Σάμπα 72 <box>751 1144 889 1158</box>
horse-entry: 1 ΣΚΑΜΠΙ — Μορτάζ 86,5 <box>751 1088 889 1102</box>
horse-entry: 1 ΜΠΙΝΤ ΤΑΜΑΜ — Χ. 67 <box>943 1090 1083 1104</box>
brotherhood-headline: ΑΝΩΝΥΜΟΣ ΑΔΕΛΦΟΤΗΣ ΕΝ ΑΙΓΥΠΤΩ <box>521 540 740 583</box>
church-headline: ΝΑΟΣ ΑΓΙΟΥ ΓΕΩΡΓΙΟΥ — ΜΕΞ <box>521 879 740 923</box>
conference-section: Η ΠΑΝΑΦΡΙΚΑΝΙΚΗ ΔΙΑΣΚΕΨΙΣ (Συνέχεια ἐκ τῆς 1ης σελίδος) τῶν Ἡνωμένων Ἐθνῶν, ὁ κ. Ζαχαρίας Μαχλέντα. Εἰς τὴν ἐγγύτητα, ὁ κ. Κωστόπουλος, ἐξέλιξε πρὸς τὸν κ. Λεβίκουρ, ὅτι καὶ ἡ ἑλληνικὴ Κυβέρνησις. (Συνέχεια ἐκ τῆς 1ης σελίδος) τῶν Ἡνωμένων Ἐθνῶν, ὁ κ. Ζαχαρίας Μαχλέντα. Εἰς τὴν ἐγγύτητα, ὁ κ. Κωστόπουλος, ἐξέλιξε πρὸς τὸν κ. Λεβίκουρ, ὅτι καὶ ἡ ἑλληνικὴ Κυβέρνησις. ΘΑ ΓΥΡΙΣΘΗ ΤΑΙΝΙΑ ΔΙΑ ΤΗΝ ΔΙΑΣΚΕΨΙΝ Ἡ Διαχείρισις τῶν Πληροφοριῶν θὰ γυρίσῃ ταινίαν διὰ τὴν Διάσκεψιν Κορυφῆς. Ἡ Διαχείρισις τῶν Πληροφοριῶν θὰ γυρίσῃ ταινίαν διὰ τὴν Διάσκεψιν Κορυφῆς. ΤΟ ΓΡΑΦΕΙΟΝ ΤΥΠΟΥ ΤΗΣ ΔΙΑΣΚΕΨΕΩΣ Τὸ Γραφεῖον Τύπου τῆς Διασκέψεως θὰ λειτουργῇ εἰς τὴν αἴθουσαν τοῦ Ξενοδοχείου. Εἰς τὴν ἐγγύτητα, ὁ κ. Κωστόπουλος, ἐξέλιξε πρὸς τὸν κ. Λεβίκουρ, ὅτι καὶ ἡ ἑλληνικὴ Κυβέρνησις. (Συνέχεια ἐκ τῆς 1ης σελίδος) τῶν Ἡνωμένων Ἐθνῶν, ὁ κ. Ζαχαρίας Μαχλέντα. Εἰς τὴν ἐγγύτητα, ὁ κ. Κωστόπουλος, ἐξέλιξε πρὸς τὸν κ. Λεβίκουρ, ὅτι καὶ ἡ ἑλληνικὴ Κυβέρνησις. (Συνέχεια ἐκ τῆς 1ης σελίδος) τῶν Ἡνωμένων Ἐθνῶν, ὁ κ. Ζαχαρίας Μαχλέντα. ΕΛΛΑΣ ΚΑΙ ΡΩΣΣΙΑ ΥΠΟΣΤΗΡΙΖΟΥΝ ΑΦΡΙΚΑΝΟΥΣ ΕΙΣ ΤΟ ΣΥΜΒ. ΑΣΦΑΛΕΙΑΣ Τὸν ὑπουργὸν Ἐξωτερικῶν τῆς Ἑλλάδος κ. Σ. Κωστόπουλον συνεχάρησαν οἱ Ἀφρικανοὶ ὑπουργοί. ΧΡΗΜΑΤΙΣΤΗΡΙΟΝ ΑΞΙΩΝ Αἱ Ἀγγλικαὶ Λίραι Ἀλεξανδρείας κλείσιμον 18 Ἰουλίου 1964 Ἐθνικὸν Δάνειον 3,5 ο/ο 8320 8320 Δημόσιον Δάνειον 7210 7210 Ὁμολογ. 3,5 ο/ο 1931 9102 9102 Κρατικαὶ Ὁμολογίαι 5632 5632 Ἐθνικὴ Τράπεζα 34 34 Ἐθνικὴ Τράπεζα Λ.Ε. 8 8 <box>1135 744 1582 1259</box>
horse-entry: 8 ΣΑΝΓΚΛΑΣ — Σάμπρι 54 <box>943 1188 1084 1202</box>
horse-entry: 1 ΣΑΧΕΡΑ — Ράμζι 63 <box>943 1437 1057 1451</box>
horse-entry: 10 ΚΑΡΟΚΟ — Χ. 51 <box>943 1027 1051 1041</box>
race-program <box>751 853 1124 1603</box>
casino-ad <box>14 1048 509 1368</box>
race-column-left: 1η ΙΠΠΟΔΡΟΜΙΑ — ΩΡΑ 3.00 THE ARAB STAKES 1 ΤΣΑΚΑ — Χαμίτ 58,5 2 ΑΜΠΟΥ ΧΑΜΠΑ — Φράνσις 57 3 ΡΟΚΦΕΛΛΕΡ — Χ. 57 4 ΣΑΟΥΦ — Μέχι 57 5 ΑΒΝΑΣ ΕΛ ΦΑΓΙΟΥΜ — Χ. 57 6 ΧΑΜΕΝΤ — Ἀσεμ 57 7 ΜΙΝΕΑΡ — Φάκρι 56,5 8 ΣΑΦΑΡΙ — Σάμπρι 55,5 9 ΑΣΑΚ — Χαμβόουν 55 10 ΝΟΥΦΤΑΞ — Χ. 54 11 ΝΤΙΝΑ — Μόρις 54 12 ΓΚΟΖΑ — Σάλεχ 53,5 2α ΙΠΠΟΔΡΟΜΙΑ — ΩΡΑ 3.35 THE ALATEGH HANDICAP 1 ΣΚΑΜΠΙ — Μορτάζ 86,5 2 ΦΡΑ ΑΝΤΟΝΙΟ — Χ. 75 3 ΜΕΧΛΟΥΕΝΤ — Ἀ. Σάμπα 74,5 4 ΚΡΕΜΛΙΝ — Χ. Σάμπα 71 5 ΜΠΡΙΝΚΙ — Ἰ. Σάμπα 72 6 ΝΤΑΟΥΛΑ — Σ. Σερούρ 70,5 7 ΤΖΟΝΥ ΜΠΟΥΓΚ — Χ. 69 8 ΕΛ ΜΑΧΝΤΙΓΙΑ — Γαζὰν 69 9 ΤΕΣΣΑΛΙΑΝ — Χ. 64 10 ΠΕΧΛΑ — Σάλεχ 63 3η ΙΠΠΟΔΡΟΜΙΑ — ΩΡΑ 4.10 THE MENZALA STAKES 1 ΝΤΑΒΑΝ — Ἀσεμ 58,5 2 ΓΚΑΖΑΛΑ — Σέλμι 57 3 ΣΙΛΦΙΝ — Χ. 57 4 ΟΜΑΡ ΧΑΓΙΑΜ — Χ. 57 5 ΕΛ ΜΑΖΙΡ — Χ. 57 6 ΚΑΜΑΡΙΑ — Χ. 57 7 ΜΕΣΚΙΝ — Σάλεχ 57 8 ΑΚΝΑΜ — Φόρμ 57 9 ΑΜΠΟΥ ΕΛ ΜΠΑΛΑΤ — Χ. 54 10 ΜΟΧΕΜΜΑΧ — Σάμπρι 57 11 ΣΑΡΑΙΑ — Σάμπρι 53,5 12 ΟΥ-ΙΛΑΥ — Ζάουεν 53,5 13 ΕΛ ΖΑΧΕΡ — Σάλεχ 52,5 14 ΡΙΝΑ ΣΤΑΡ — Χ. 50 15 ΚΡΙΣΤΙΝ — Χ. 50 4η ΙΠΠΟΔΡΟΜΙΑ — ΩΡΑ 4.45 THE JUNIOR ARAB STAKES 1 ΣΑΛΗΜ — Χ. 57 2 ΧΑΝΝΙΜΠΑΛ — Ἀσεμ 57 3 ΣΑΧΕΡ — Χ. 57 4 ΜΑΖΙΚ — Χαμβόουν 57 5 ΟΥΑΤΕΧ ΕΛ ΣΑΡΚ — Χ. 57 6 ΒΙΝΤΣΟ — Φράνσις 57 7 ΑΤΧΑΜ — Ράμζι 57 <box>751 853 933 1603</box>
casino-date: ΤΕΤΑΡΤΗ 22 ΙΟΥΛΙΟΥ 1964 <box>179 1127 344 1142</box>
horse-entry: 6 ΡΑΝΤΟΥΑΝ — Χ. 54 <box>943 1507 1058 1521</box>
horse-entry: 1 ΤΣΑΚΑ — Χαμίτ 58,5 <box>751 887 871 901</box>
horse-entry: 3 ΑΜΠΟΥ ΑΛ ΦΟΥΡΣΑΝ — Χ. 61 <box>943 1118 1119 1132</box>
horse-entry: 9 ΤΟΥΤ — Σάλεχ 56 <box>943 1390 1045 1404</box>
secretary-signature: Ὁ Γεν. Γραμματεὺς ΠΑΝ. ΧΡΙΣΤΟΦΗΣ <box>558 843 703 873</box>
horse-entry: 12 ΓΚΟΖΑ — Σάλεχ 53,5 <box>751 1040 877 1054</box>
pinakides-body: ΛΥΡΙΚΑ Νέος ποιητὴς ὁ κ. Ν. Γαρυφάλλου, μᾶς ἀποστέλει τὸ κατωτέρω λυρικὸν ποίημα του, περιέχον φιλοσοφικὰς διαθέσεις. Νέος ποιητὴς ὁ κ. Ν. Γαρυφάλλου, μᾶς ἀποστέλει τὸ κατωτέρω λυρικὸν ποίημα του, περιέχον φιλοσοφικὰς διαθέσεις. Νέος ποιητὴς ὁ κ. Ν. Γαρυφάλλου, μᾶς ἀποστέλει τὸ κατωτέρω λυρικὸν ποίημα του, περιέχον φιλοσοφικὰς διαθέσεις. ΟΧΙ ΣΥΝΕΟΥΛΕΣ Σὲ κάποιο βράδυ τῆς Μαθητῆς Ἐγεὶς κουρεύλης ζητιάνος ζητεῖ ἐλεημοσύνη ἀπὸ τοὺς περαστικούς. Σὲ κάποιο βράδυ τῆς Μαθητῆς Ἐγεὶς κουρεύλης ζητιάνος ζητεῖ ἐλεημοσύνη ἀπὸ τοὺς περαστικούς. ΠΟΛΥ ΣΩΣΤΑ Ὁ κύριος ἔχει πάει νὰ ξένη. Ἀπὸ τὸ τέλος δὲν μοῦ ἔχει ἔρθει ἐκεῖνο ποὺ περίμενα. Ὁ κύριος ἔχει πάει νὰ ξένη. Ἀπὸ τὸ τέλος δὲν μοῦ ἔχει ἔρθει ἐκεῖνο ποὺ περίμενα. ΤΑ ΚΑΦΕΝΕΙΑ «Ἀλέξανδρον κατὰ 150ὸν οἱ μισθοὶ προσωπικοῦ καφενείων καὶ ζαχαροπλαστείων. «Ἀλέξανδρον κατὰ 150ὸν οἱ μισθοὶ προσωπικοῦ καφενείων καὶ ζαχαροπλαστείων. ΣΤΗ ΣΚΟΤΙΑ Ἰδ. ἔσθητε τὸν ξένων περιηγητῶν μὲ τὸ αὐτοκίνητο του. Ἰδ. ἔσθητε τὸν ξένων περιηγητῶν μὲ τὸ αὐτοκίνητο του. Ὁ κύριος ἔχει πάει νὰ ξένη. Ἀπὸ τὸ τέλος δὲν μοῦ ἔχει ἔρθει ἐκεῖνο ποὺ περίμενα. <box>751 80 1124 415</box>
horse-entry: 9 ΣΑΝΤΑ — Σάλεχ 52 <box>943 1013 1053 1027</box>
horse-entry: 6 ΑΡΙΑΜΠΑ — Χ. 56 <box>943 1160 1051 1174</box>
horse-entry: 8 ΣΑΦΑΡΙ — Σάμπρι 55,5 <box>751 984 880 998</box>
cinema-item: ΜΕΤΡΟ — Τηλ. 22850 <box>14 109 128 123</box>
casino-cast: 11 νεάνιδες καὶ νεαροὶ χορευτὲς ἐπάνω στὴν πίστα μὲ τὴν HODA CHAMS EL DINE <box>57 1197 466 1211</box>
horse-entry: 9 ΖΙΑΝΤ — Σάμπρι 53 <box>943 1202 1055 1216</box>
horse-entry: 7 ΣΑΜΙΡ — Ράμζι 58 <box>943 1362 1048 1376</box>
pastroudis-ad: Pastroudis PASTROUDIS ΤΡΙΤΗ 21 ΙΟΥΛΙΟΥ εἰς τὸ NIGHT CLUB ΠΑSTROUDIS QUARTET μὲ τὴν ΔΙΑΝΑ Διὰ κρατήσεις : Τηλέφωνον 29917 <box>1135 1269 1582 1447</box>
theamata-title: ΤΑ ΘΕΑΜΑΤΑ ΜΑΣ <box>14 33 421 79</box>
pharmacies-date: ΤΗΣ ΚΥΡΙΑΚΗΣ 19ης ΙΟΥΛΙΟΥ 1964 <box>603 2017 1041 2046</box>
horse-entry: 5 ΕΛ ΜΑΖΙΡ — Χ. 57 <box>751 1318 861 1332</box>
pastroudis-logo: Pastroudis <box>1143 1310 1241 1407</box>
balloon-theatre-ad: THE CAIRO NIGHTS TROUPE at the BALLOON THEATRE <box>253 234 509 276</box>
serial-header: ΤΟ ΜΥΘΙΣΤΟΡΗΜΑ ΜΑΣ <box>116 342 407 368</box>
